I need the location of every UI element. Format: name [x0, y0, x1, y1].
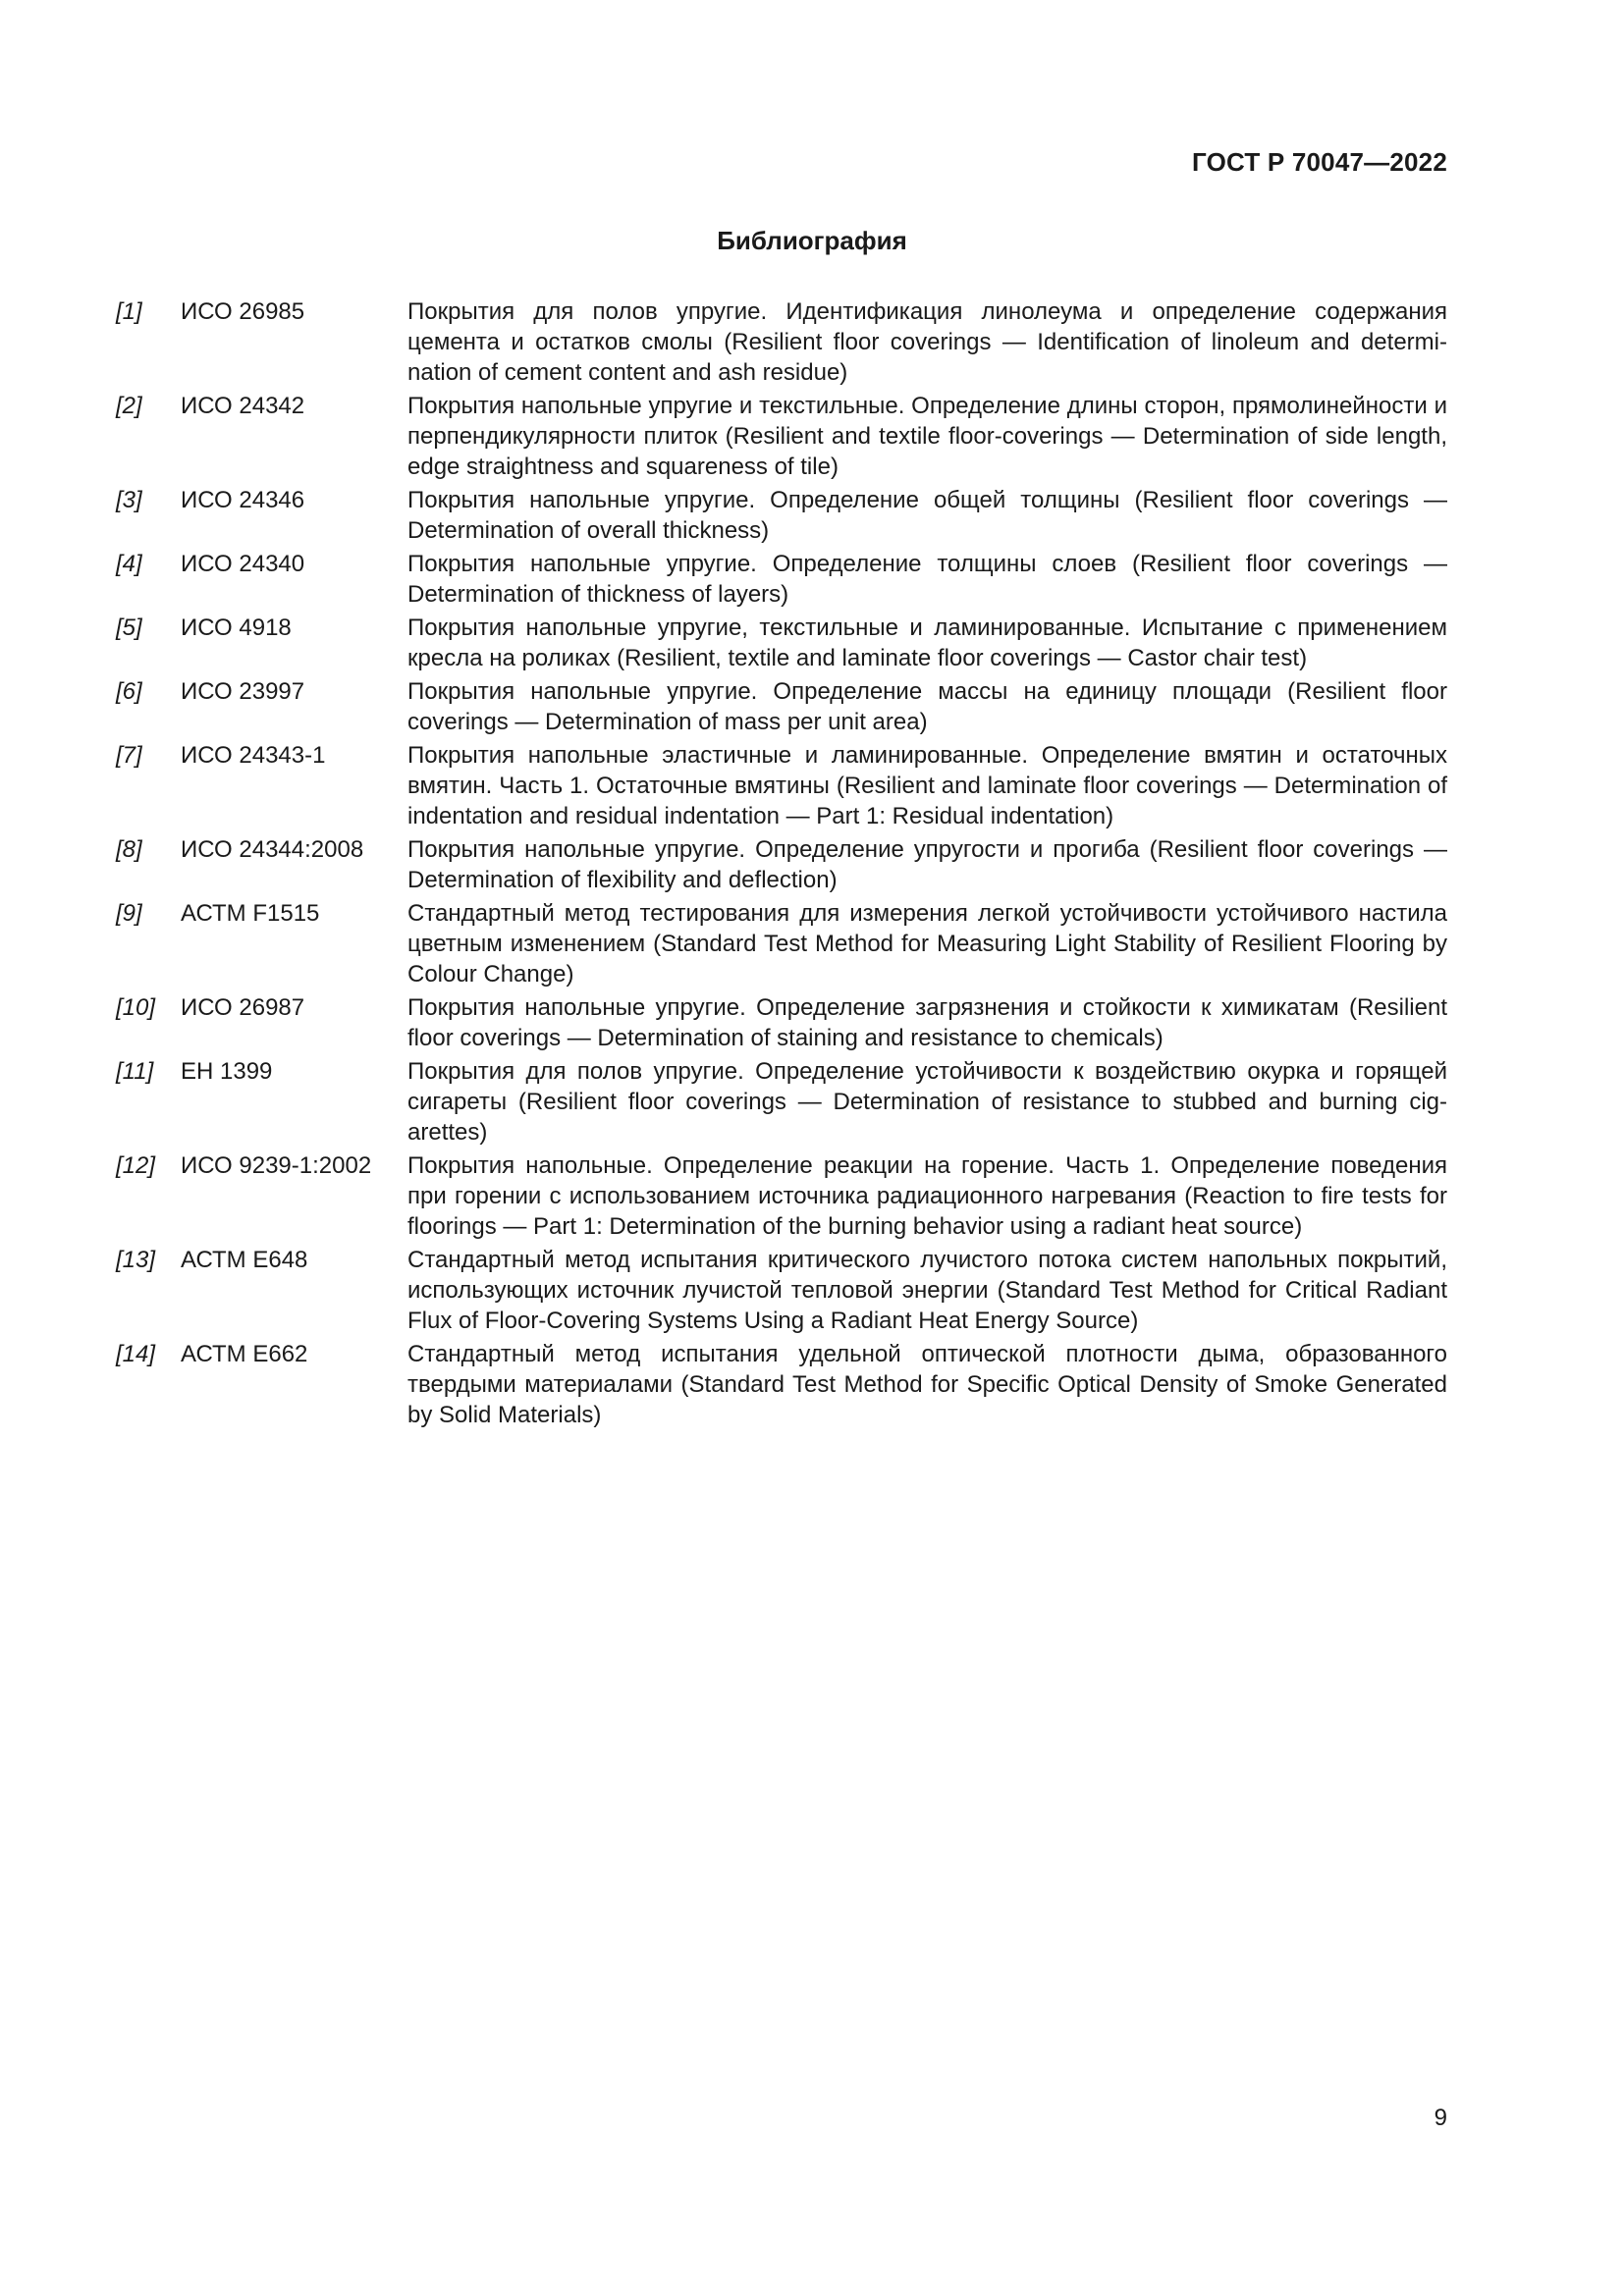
- entry-description: Покрытия напольные упругие и текстильные. Определение длины сторон, прямолинейности и перпендикулярности плиток (Resilient and textile floor-coverings — Determination of side length, edge straightness and squareness of tile): [407, 393, 1447, 480]
- entry-number: [2]: [116, 393, 142, 419]
- entry-description: Покрытия для полов упругие. Идентификация линолеума и определение содержания цемента и остатков смолы (Resilient floor coverings — Identification of linoleum and determination of cement content and ash residue): [407, 298, 1447, 386]
- entry-standard-code: ИСО 9239-1:2002: [181, 1152, 372, 1179]
- entry-standard-code: АСТМ Е648: [181, 1247, 308, 1273]
- section-title: Библиография: [717, 226, 907, 255]
- entry-description: Покрытия напольные эластичные и ламинированные. Определение вмятин и остаточных вмятин. Часть 1. Остаточные вмятины (Resilient and laminate floor coverings — Determination of indentation and residual indentation — Part 1: Residual indentation): [407, 742, 1447, 829]
- entry-number: [12]: [116, 1152, 156, 1179]
- bibliography-entry: [116, 296, 1447, 388]
- bibliography-entry: [116, 898, 1447, 989]
- entry-number: [14]: [116, 1341, 156, 1367]
- entry-description: Стандартный метод испытания критического лучистого потока систем напольных покрытий, использующих источник лучистой тепловой энергии (Standard Test Method for Critical Radiant Flux of Floor-Covering Systems Using a Radiant Heat Energy Source): [407, 1247, 1447, 1334]
- entry-description: Покрытия напольные упругие. Определение общей толщины (Resilient floor coverings — Determination of overall thickness): [407, 487, 1447, 544]
- entry-number: [5]: [116, 614, 142, 641]
- bibliography-list: [116, 296, 1447, 1433]
- page-number: 9: [1434, 2105, 1447, 2131]
- entry-number: [13]: [116, 1247, 156, 1273]
- entry-number: [8]: [116, 836, 142, 863]
- entry-number: [6]: [116, 678, 142, 705]
- bibliography-entry: [116, 1339, 1447, 1430]
- entry-standard-code: ИСО 24340: [181, 551, 305, 577]
- entry-standard-code: АСТМ F1515: [181, 900, 320, 927]
- bibliography-entry: [116, 676, 1447, 737]
- bibliography-entry: [116, 740, 1447, 831]
- entry-description: Покрытия напольные упругие. Определение загрязнения и стойкости к химикатам (Resilient floor coverings — Determination of staining and resistance to chemicals): [407, 994, 1447, 1051]
- bibliography-entry: [116, 1150, 1447, 1242]
- document-id-header: ГОСТ Р 70047—2022: [1192, 147, 1447, 177]
- entry-description: Покрытия напольные. Определение реакции на горение. Часть 1. Определение поведения при горении с использованием источника радиационного нагревания (Reaction to fire tests for floorings — Part 1: Determination of the burning behavior using a radiant heat source): [407, 1152, 1447, 1240]
- entry-description: Стандартный метод испытания удельной оптической плотности дыма, образованного твердыми материалами (Standard Test Method for Specific Optical Density of Smoke Generated by Solid Materials): [407, 1341, 1447, 1428]
- entry-standard-code: ИСО 24346: [181, 487, 305, 513]
- entry-number: [9]: [116, 900, 142, 927]
- bibliography-entry: [116, 834, 1447, 895]
- entry-standard-code: ИСО 24342: [181, 393, 305, 419]
- entry-standard-code: АСТМ Е662: [181, 1341, 308, 1367]
- bibliography-entry: [116, 1056, 1447, 1148]
- entry-number: [11]: [116, 1058, 154, 1085]
- bibliography-entry: [116, 391, 1447, 482]
- bibliography-entry: [116, 549, 1447, 610]
- entry-description: Стандартный метод тестирования для измерения легкой устойчивости устойчивого настила цветным изменением (Standard Test Method for Measuring Light Stability of Resilient Flooring by Colour Change): [407, 900, 1447, 988]
- entry-description: Покрытия напольные упругие. Определение толщины слоев (Resilient floor coverings — Determination of thickness of layers): [407, 551, 1447, 608]
- entry-number: [7]: [116, 742, 142, 769]
- entry-standard-code: ИСО 23997: [181, 678, 305, 705]
- entry-number: [10]: [116, 994, 156, 1021]
- bibliography-entry: [116, 1245, 1447, 1336]
- entry-description: Покрытия напольные упругие. Определение упругости и прогиба (Resilient floor coverings — Determination of flexibility and deflection): [407, 836, 1447, 893]
- entry-standard-code: ИСО 26985: [181, 298, 305, 325]
- entry-number: [1]: [116, 298, 142, 325]
- entry-standard-code: ИСО 24344:2008: [181, 836, 364, 863]
- entry-number: [3]: [116, 487, 142, 513]
- entry-standard-code: ЕН 1399: [181, 1058, 273, 1085]
- entry-standard-code: ИСО 26987: [181, 994, 305, 1021]
- entry-standard-code: ИСО 4918: [181, 614, 292, 641]
- entry-description: Покрытия напольные упругие. Определение массы на единицу площади (Resilient floor coverings — Determination of mass per unit area): [407, 678, 1447, 735]
- entry-standard-code: ИСО 24343-1: [181, 742, 326, 769]
- entry-description: Покрытия для полов упругие. Определение устойчивости к воздействию окурка и горящей сигареты (Resilient floor coverings — Determination of resistance to stubbed and burning cigarettes): [407, 1058, 1447, 1146]
- bibliography-entry: [116, 613, 1447, 673]
- entry-description: Покрытия напольные упругие, текстильные и ламинированные. Испытание с применением кресла на роликах (Resilient, textile and laminate floor coverings — Castor chair test): [407, 614, 1447, 671]
- bibliography-entry: [116, 485, 1447, 546]
- bibliography-entry: [116, 992, 1447, 1053]
- entry-number: [4]: [116, 551, 142, 577]
